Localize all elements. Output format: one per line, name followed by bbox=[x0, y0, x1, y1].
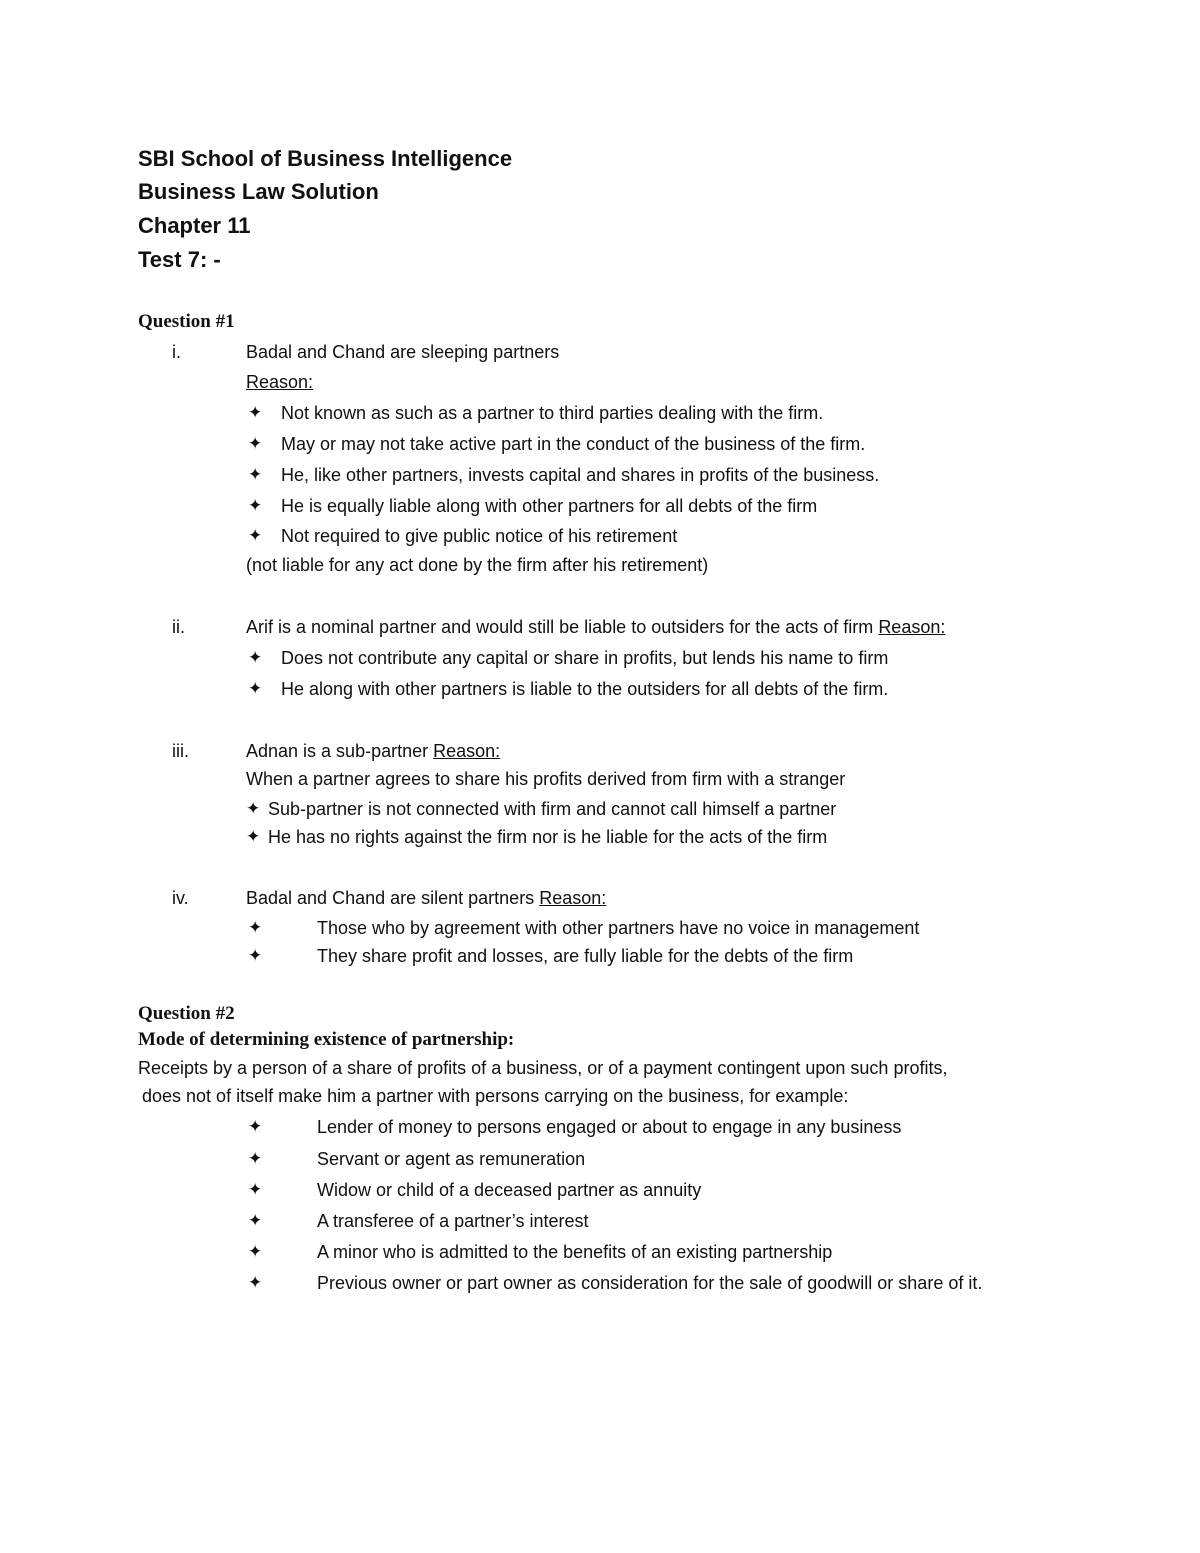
question-1-title: Question #1 bbox=[138, 311, 235, 332]
item-ii-text: Arif is a nominal partner and would still be liable to outsiders for the acts of firm bbox=[246, 617, 874, 637]
item-i-reason-label: Reason: bbox=[246, 372, 314, 392]
chapter-title: Chapter 11 bbox=[138, 213, 251, 238]
item-ii-bullet: Does not contribute any capital or share in profits, but lends his name to firm bbox=[281, 648, 889, 668]
star-bullet-icon: ✦ bbox=[248, 1242, 263, 1261]
star-bullet-icon: ✦ bbox=[246, 799, 261, 818]
item-iii-bullet: Sub-partner is not connected with firm and cannot call himself a partner bbox=[268, 799, 837, 819]
item-i-bullet: Not known as such as a partner to third parties dealing with the firm. bbox=[281, 403, 824, 423]
star-bullet-icon: ✦ bbox=[248, 1211, 263, 1230]
star-bullet-icon: ✦ bbox=[248, 403, 263, 422]
item-ii-bullet: He along with other partners is liable to the outsiders for all debts of the firm. bbox=[281, 679, 889, 699]
item-iii-reason-label: Reason: bbox=[433, 741, 501, 761]
item-iii-text: Adnan is a sub-partner bbox=[246, 741, 429, 761]
question-2-paragraph-line1: Receipts by a person of a share of profits of a business, or of a payment contingent upon such profits, bbox=[138, 1058, 948, 1078]
q2-bullet: A minor who is admitted to the benefits of an existing partnership bbox=[317, 1242, 833, 1262]
item-ii-reason-label: Reason: bbox=[878, 617, 946, 637]
star-bullet-icon: ✦ bbox=[248, 465, 263, 484]
star-bullet-icon: ✦ bbox=[248, 1273, 263, 1292]
star-bullet-icon: ✦ bbox=[248, 1117, 263, 1136]
item-iii-number: iii. bbox=[172, 741, 189, 761]
star-bullet-icon: ✦ bbox=[248, 526, 263, 545]
q2-bullet: Previous owner or part owner as consideration for the sale of goodwill or share of it. bbox=[317, 1273, 983, 1293]
star-bullet-icon: ✦ bbox=[248, 918, 263, 937]
item-iii-line bbox=[246, 741, 500, 762]
star-bullet-icon: ✦ bbox=[248, 648, 263, 667]
star-bullet-icon: ✦ bbox=[248, 1180, 263, 1199]
item-i-bullet: May or may not take active part in the conduct of the business of the firm. bbox=[281, 434, 866, 454]
item-iv-text: Badal and Chand are silent partners bbox=[246, 888, 535, 908]
item-iv-line bbox=[246, 888, 606, 909]
item-iii-bullet: He has no rights against the firm nor is he liable for the acts of the firm bbox=[268, 827, 828, 847]
item-iv-number: iv. bbox=[172, 888, 189, 908]
q2-bullet: Servant or agent as remuneration bbox=[317, 1149, 586, 1169]
q2-bullet: A transferee of a partner’s interest bbox=[317, 1211, 589, 1231]
star-bullet-icon: ✦ bbox=[248, 679, 263, 698]
star-bullet-icon: ✦ bbox=[248, 496, 263, 515]
q2-bullet: Widow or child of a deceased partner as annuity bbox=[317, 1180, 702, 1200]
item-iv-bullet: They share profit and losses, are fully liable for the debts of the firm bbox=[317, 946, 854, 966]
question-2-subtitle: Mode of determining existence of partnership: bbox=[138, 1029, 515, 1050]
subject-title: Business Law Solution bbox=[138, 179, 379, 204]
star-bullet-icon: ✦ bbox=[248, 946, 263, 965]
item-i-bullet: Not required to give public notice of his retirement bbox=[281, 526, 678, 546]
star-bullet-icon: ✦ bbox=[248, 1149, 263, 1168]
item-i-bullet: He, like other partners, invests capital and shares in profits of the business. bbox=[281, 465, 880, 485]
star-bullet-icon: ✦ bbox=[246, 827, 261, 846]
item-i-bullet: He is equally liable along with other partners for all debts of the firm bbox=[281, 496, 818, 516]
item-ii-number: ii. bbox=[172, 617, 185, 637]
item-i-text: Badal and Chand are sleeping partners bbox=[246, 342, 560, 362]
item-ii-line bbox=[246, 617, 945, 638]
school-title: SBI School of Business Intelligence bbox=[138, 146, 513, 171]
test-title: Test 7: - bbox=[138, 247, 221, 272]
item-i-note: (not liable for any act done by the firm after his retirement) bbox=[246, 555, 709, 575]
item-iii-explanation: When a partner agrees to share his profits derived from firm with a stranger bbox=[246, 769, 846, 789]
question-2-paragraph-line2: does not of itself make him a partner with persons carrying on the business, for example: bbox=[142, 1086, 849, 1106]
star-bullet-icon: ✦ bbox=[248, 434, 263, 453]
q2-bullet: Lender of money to persons engaged or about to engage in any business bbox=[317, 1117, 902, 1137]
item-iv-bullet: Those who by agreement with other partners have no voice in management bbox=[317, 918, 920, 938]
question-2-title: Question #2 bbox=[138, 1003, 235, 1024]
item-iv-reason-label: Reason: bbox=[539, 888, 607, 908]
item-i-number: i. bbox=[172, 342, 181, 362]
